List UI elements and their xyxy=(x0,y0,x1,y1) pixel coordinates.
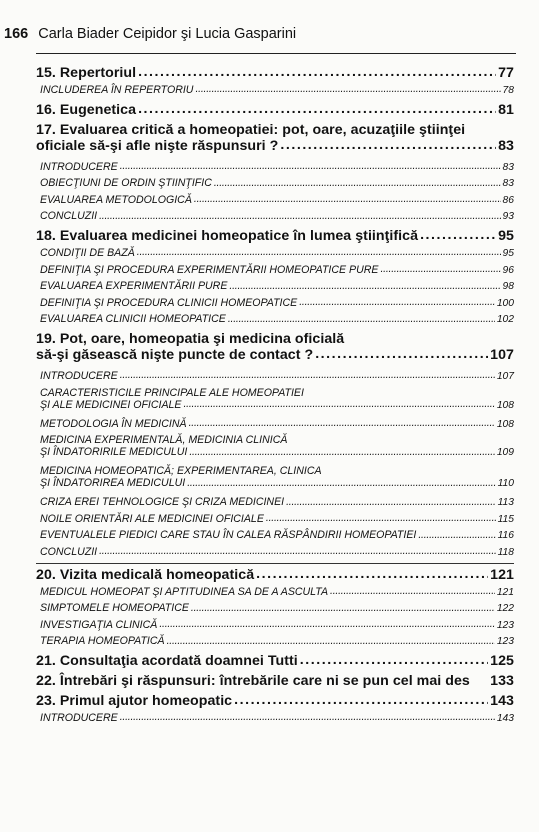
toc-entry-title: EVENTUALELE PIEDICI CARE STAU ÎN CALEA RĂSPÂNDIRII HOMEOPATIEI xyxy=(40,529,417,542)
dot-leader xyxy=(300,652,488,665)
dot-leader xyxy=(229,280,500,290)
toc-page-number: 83 xyxy=(498,137,514,154)
toc-subentry xyxy=(36,635,514,652)
toc-entry-title: 20. Vizita medicală homeopatică xyxy=(36,566,255,583)
toc-page-number: 109 xyxy=(496,447,514,459)
table-of-contents xyxy=(36,64,514,728)
toc-page-number: 95 xyxy=(502,247,514,259)
toc-entry-title: INTRODUCERE xyxy=(40,369,118,382)
toc-page-number: 107 xyxy=(490,346,514,363)
toc-subentry xyxy=(36,619,514,636)
toc-page-number: 81 xyxy=(498,101,514,118)
toc-entry-title: NOILE ORIENTĂRI ALE MEDICINEI OFICIALE xyxy=(40,512,264,525)
toc-subentry xyxy=(36,313,514,330)
toc-page-number: 107 xyxy=(496,370,514,382)
dot-leader xyxy=(299,296,495,306)
toc-subentry xyxy=(36,712,514,729)
toc-page-number: 77 xyxy=(498,65,514,81)
toc-subentry xyxy=(36,84,514,101)
dot-leader xyxy=(214,177,501,187)
toc-chapter-entry xyxy=(36,652,514,672)
toc-subentry xyxy=(36,177,514,194)
toc-entry-title: ŞI ÎNDATORIRILE MEDICULUI xyxy=(40,446,188,459)
dot-leader xyxy=(137,246,501,256)
toc-page-number: 96 xyxy=(502,264,514,276)
toc-entry-title: METODOLOGIA ÎN MEDICINĂ xyxy=(40,417,187,430)
toc-entry-title-line1: 17. Evaluarea critică a homeopatiei: pot, oare, acuzaţiile ştiinţei xyxy=(36,121,466,138)
toc-entry-title: 23. Primul ajutor homeopatic xyxy=(36,692,233,709)
dot-leader xyxy=(138,64,496,77)
toc-entry-title: DEFINIŢIA ŞI PROCEDURA CLINICII HOMEOPATICE xyxy=(40,296,298,309)
toc-page-number: 83 xyxy=(502,178,514,190)
toc-entry-title: INTRODUCERE xyxy=(40,711,118,724)
toc-entry-title: oficiale să-şi afle nişte răspunsuri ? xyxy=(36,137,279,154)
dot-leader xyxy=(138,101,496,114)
toc-entry-title: EVALUAREA EXPERIMENTĂRII PURE xyxy=(40,280,228,293)
toc-page-number: 143 xyxy=(496,712,514,724)
toc-entry-title: 15. Repertoriul xyxy=(36,65,137,81)
toc-page-number: 121 xyxy=(490,566,514,583)
toc-subentry xyxy=(36,496,514,513)
toc-subentry xyxy=(36,280,514,297)
dot-leader xyxy=(159,618,494,628)
toc-subentry xyxy=(36,387,514,418)
page-number: 166 xyxy=(4,26,29,42)
dot-leader xyxy=(234,692,488,705)
toc-entry-title: SIMPTOMELE HOMEOPATICE xyxy=(40,602,189,615)
dot-leader xyxy=(256,566,488,579)
toc-entry-title: CONCLUZII xyxy=(40,545,98,558)
toc-entry-title: OBIECŢIUNI DE ORDIN ŞTIINŢIFIC xyxy=(40,177,212,190)
toc-entry-title-line1: MEDICINA EXPERIMENTALĂ, MEDICINIA CLINICĂ xyxy=(40,434,288,447)
toc-subentry xyxy=(36,418,514,435)
toc-entry-title: 16. Eugenetica xyxy=(36,101,137,118)
toc-chapter-entry xyxy=(36,227,514,247)
toc-page-number: 123 xyxy=(496,636,514,648)
dot-leader xyxy=(228,313,495,323)
dot-leader xyxy=(99,545,495,555)
toc-page-number: 95 xyxy=(498,227,514,244)
toc-page-number: 116 xyxy=(497,530,514,542)
toc-entry-title: INVESTIGAŢIA CLINICĂ xyxy=(40,618,158,631)
dot-leader xyxy=(189,446,494,456)
toc-entry-title: CONDIŢII DE BAZĂ xyxy=(40,246,135,259)
toc-page-number: 108 xyxy=(496,418,514,430)
toc-entry-title: EVALUAREA METODOLOGICĂ xyxy=(40,193,192,206)
toc-entry-title: INCLUDEREA ÎN REPERTORIU xyxy=(40,84,194,96)
toc-page-number: 102 xyxy=(496,314,514,326)
toc-entry-title: INTRODUCERE xyxy=(40,160,118,173)
running-header xyxy=(4,26,514,46)
toc-subentry xyxy=(36,370,514,387)
toc-entry-title-line1: CARACTERISTICILE PRINCIPALE ALE HOMEOPATIEI xyxy=(40,386,304,399)
toc-entry-title: 18. Evaluarea medicinei homeopatice în lumea ştiinţifică xyxy=(36,227,419,244)
toc-page-number: 123 xyxy=(496,619,514,631)
toc-entry-title: TERAPIA HOMEOPATICĂ xyxy=(40,635,165,648)
dot-leader xyxy=(286,496,496,506)
toc-entry-title: MEDICUL HOMEOPAT ŞI APTITUDINEA SA DE A ASCULTA xyxy=(40,585,329,598)
toc-page-number: 118 xyxy=(497,546,514,558)
toc-page-number: 121 xyxy=(496,586,514,598)
toc-subentry xyxy=(36,586,514,603)
toc-subentry xyxy=(36,602,514,619)
toc-entry-title: 21. Consultaţia acordată doamnei Tutti xyxy=(36,652,298,669)
toc-entry-title: să-şi găsească nişte puncte de contact ? xyxy=(36,346,314,363)
dot-leader xyxy=(187,477,495,487)
toc-page-number: 100 xyxy=(496,297,514,309)
dot-leader xyxy=(315,346,488,359)
toc-subentry xyxy=(36,529,514,546)
dot-leader xyxy=(195,83,500,93)
dot-leader xyxy=(189,417,495,427)
toc-entry-title: 22. Întrebări şi răspunsuri: întrebările care ni se pun cel mai des xyxy=(36,672,470,689)
dot-leader xyxy=(280,137,496,150)
dot-leader xyxy=(167,635,495,645)
toc-subentry xyxy=(36,161,514,178)
toc-subentry xyxy=(36,247,514,264)
dot-leader xyxy=(120,369,495,379)
header-divider xyxy=(36,53,516,54)
toc-page-number: 86 xyxy=(502,194,514,206)
toc-entry-title: ŞI ALE MEDICINEI OFICIALE xyxy=(40,398,182,411)
toc-subentry xyxy=(36,194,514,211)
toc-page-number: 93 xyxy=(502,211,514,223)
toc-page-number: 133 xyxy=(490,672,514,689)
toc-chapter-entry xyxy=(36,121,514,161)
toc-page-number: 98 xyxy=(502,281,514,293)
toc-entry-title: CONCLUZII xyxy=(40,210,98,223)
toc-subentry xyxy=(36,434,514,465)
dot-leader xyxy=(191,602,495,612)
toc-entry-title: CRIZA EREI TEHNOLOGICE ŞI CRIZA MEDICINEI xyxy=(40,496,285,509)
toc-entry-title: EVALUAREA CLINICII HOMEOPATICE xyxy=(40,313,226,326)
toc-page-number: 83 xyxy=(502,161,514,173)
dot-leader xyxy=(418,529,495,539)
toc-subentry xyxy=(36,546,514,563)
toc-page-number: 113 xyxy=(497,497,514,509)
toc-chapter-entry xyxy=(36,64,514,84)
dot-leader xyxy=(420,227,496,240)
dot-leader xyxy=(380,263,500,273)
toc-subentry xyxy=(36,210,514,227)
dot-leader xyxy=(120,160,501,170)
toc-entry-title: ŞI ÎNDATORIREA MEDICULUI xyxy=(40,477,186,490)
toc-chapter-entry xyxy=(36,101,514,121)
header-authors: Carla Biader Ceipidor şi Lucia Gasparini xyxy=(38,26,297,42)
toc-entry-title-line1: MEDICINA HOMEOPATICĂ; EXPERIMENTAREA, CLINICA xyxy=(40,465,322,478)
dot-leader xyxy=(266,512,496,522)
toc-entry-title: DEFINIŢIA ŞI PROCEDURA EXPERIMENTĂRII HOMEOPATICE PURE xyxy=(40,263,379,276)
toc-subentry xyxy=(36,297,514,314)
toc-subentry xyxy=(36,465,514,496)
toc-page-number: 125 xyxy=(490,652,514,669)
toc-subentry xyxy=(36,513,514,530)
dot-leader xyxy=(120,711,495,721)
toc-page-number: 122 xyxy=(496,603,514,615)
toc-page-number: 78 xyxy=(502,85,514,96)
toc-page-number: 110 xyxy=(497,478,514,490)
toc-page-number: 115 xyxy=(497,513,514,525)
toc-chapter-entry xyxy=(36,563,514,586)
dot-leader xyxy=(194,193,501,203)
toc-chapter-entry xyxy=(36,692,514,712)
dot-leader xyxy=(99,210,500,220)
toc-entry-title-line1: 19. Pot, oare, homeopatia şi medicina oficială xyxy=(36,330,345,347)
toc-page-number: 143 xyxy=(490,692,514,709)
toc-subentry xyxy=(36,264,514,281)
toc-chapter-entry xyxy=(36,330,514,370)
dot-leader xyxy=(330,585,495,595)
toc-chapter-entry xyxy=(36,672,514,692)
toc-page-number: 108 xyxy=(496,399,514,411)
dot-leader xyxy=(183,398,494,408)
